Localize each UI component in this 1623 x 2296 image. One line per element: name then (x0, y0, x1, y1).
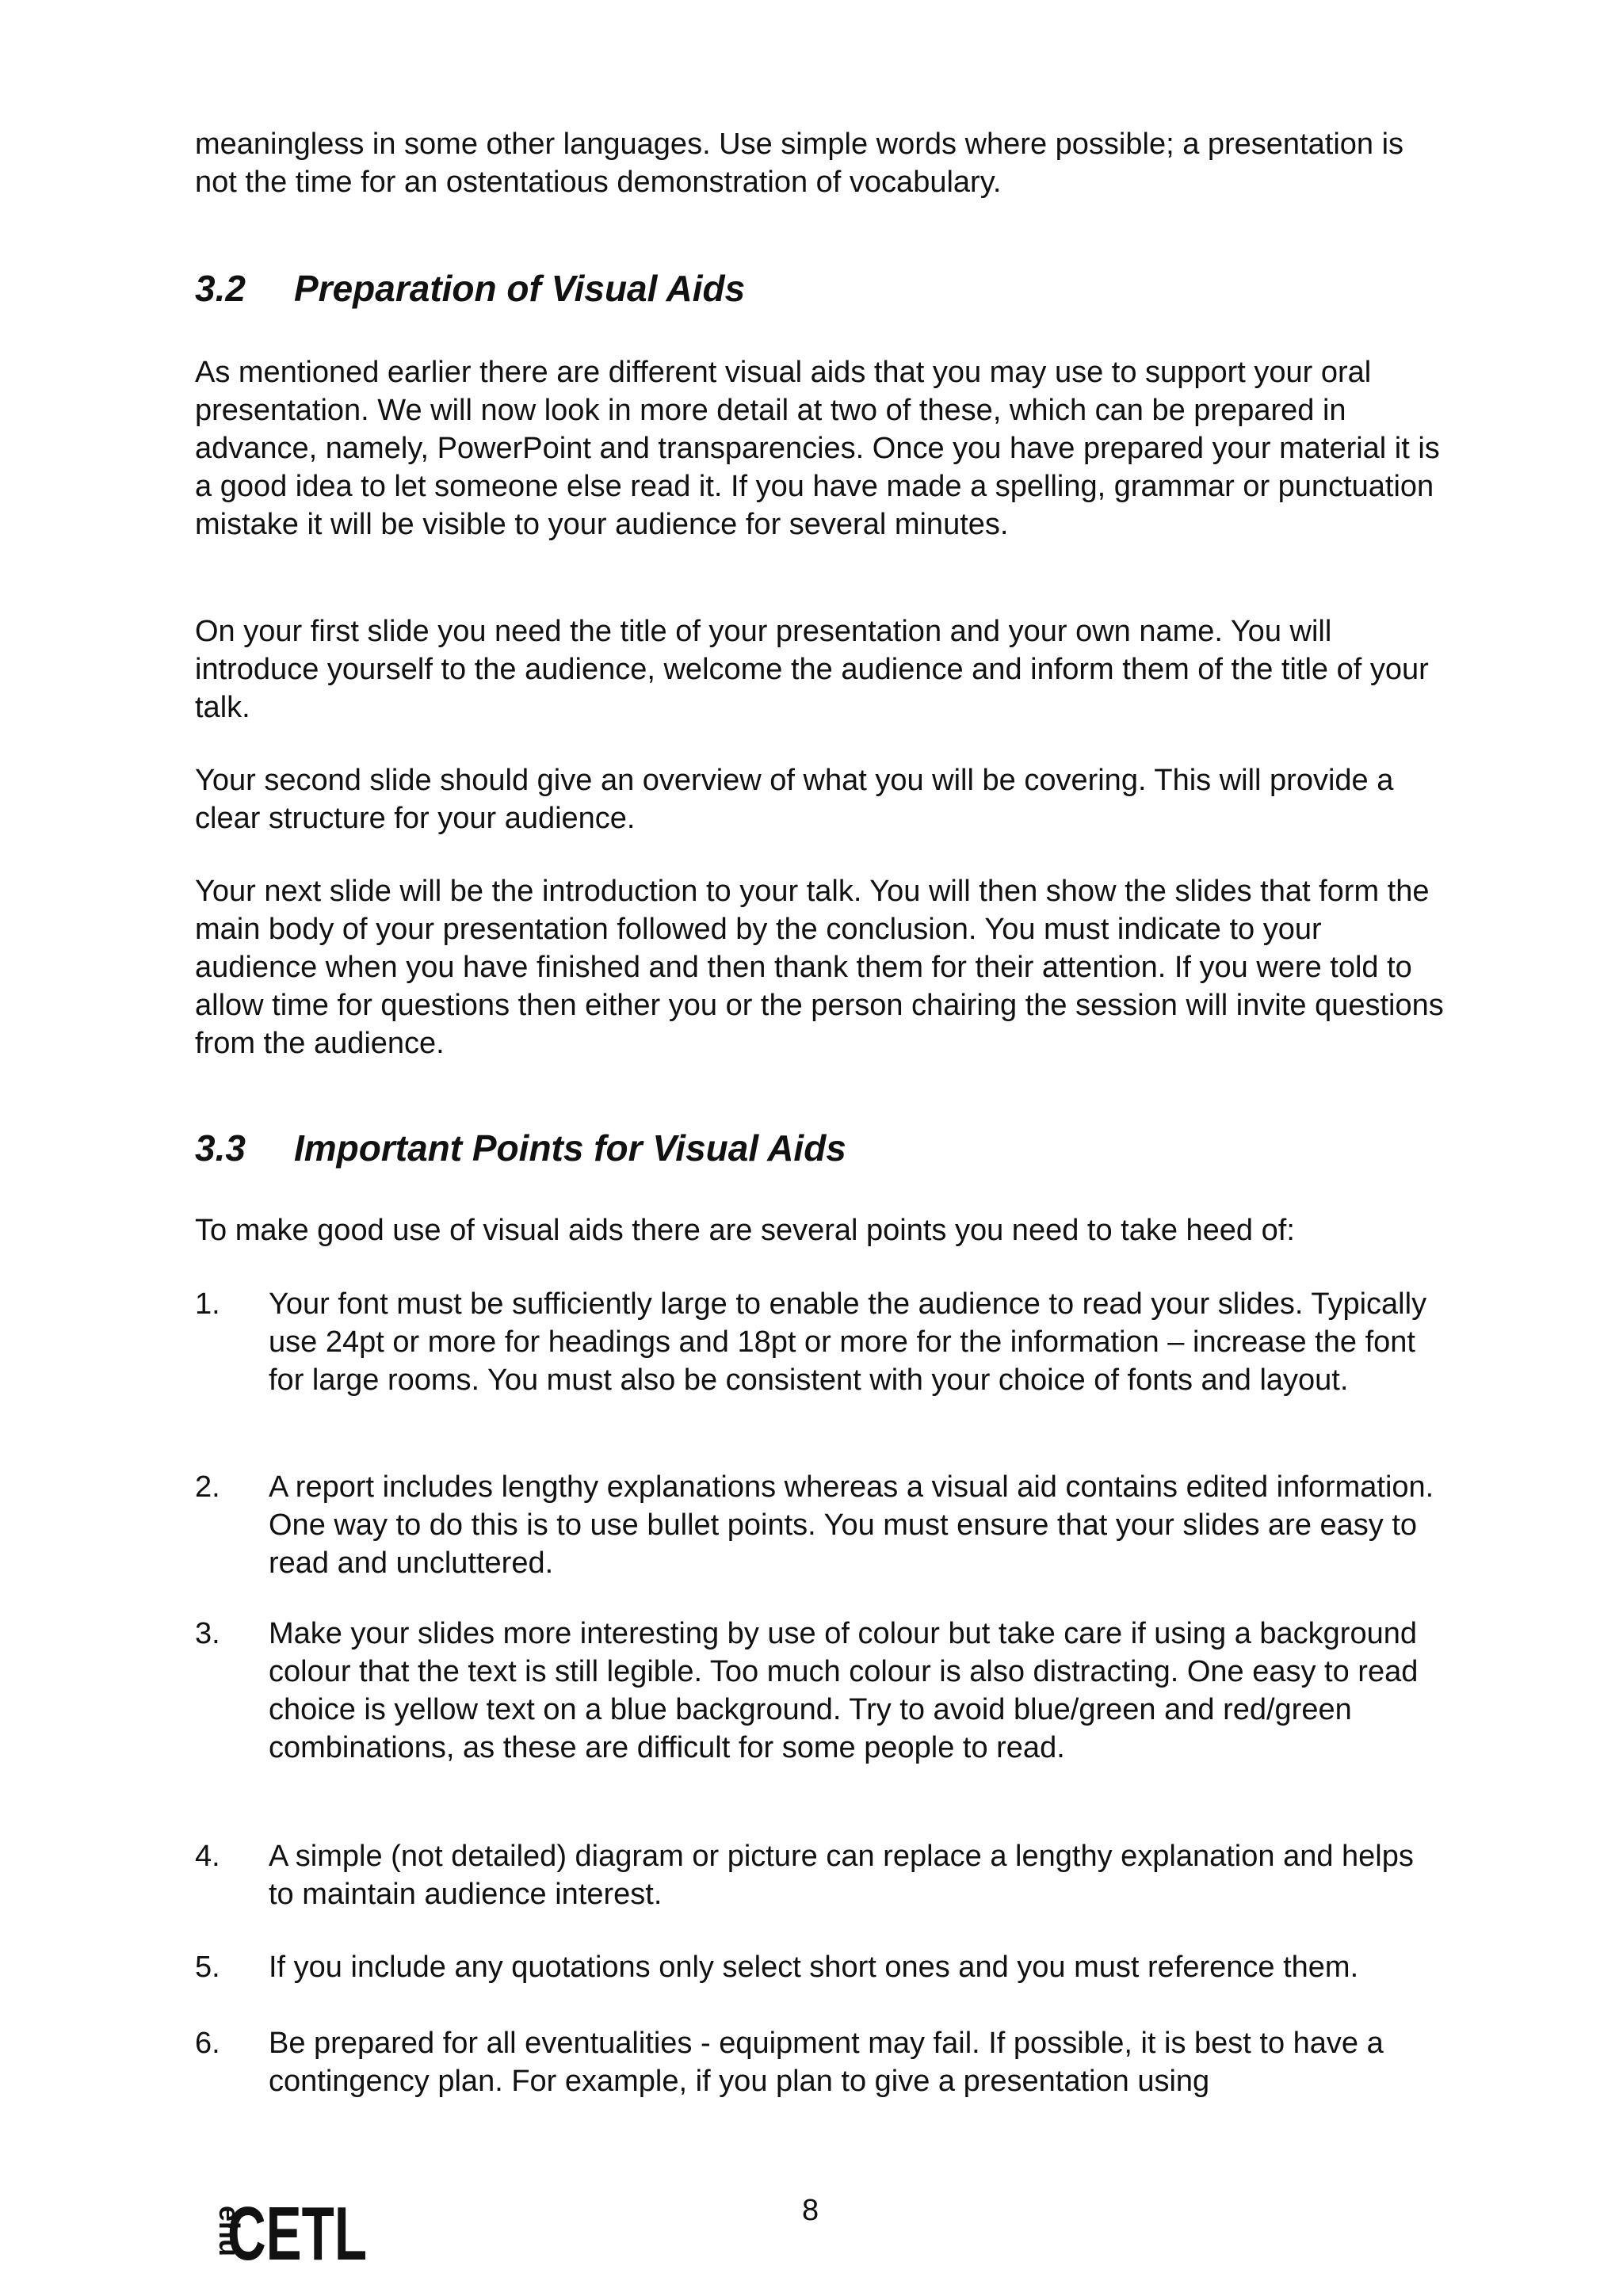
paragraph-continuation: meaningless in some other languages. Use simple words where possible; a presentation is not the time for an ostentatious demonstration of vocabulary. (195, 128, 1404, 199)
list-item-number: 3. (195, 1617, 220, 1650)
paragraph-first-slide: On your first slide you need the title of your presentation and your own name. You will introduce yourself to the audience, welcome the audience and inform them of the title of your talk. (195, 615, 1429, 724)
list-item (195, 2024, 1447, 2100)
list-item-number: 2. (195, 1470, 220, 1504)
paragraph-second-slide: Your second slide should give an overview of what you will be covering. This will provide a clear structure for your audience. (195, 764, 1394, 835)
list-item (195, 1468, 1447, 1582)
page-number: 8 (802, 2194, 819, 2227)
list-item (195, 1948, 1447, 1986)
list-item (195, 1615, 1447, 1767)
cetl-logo (193, 2195, 369, 2264)
section-number: 3.3 (195, 1127, 246, 1169)
list-item-text: A simple (not detailed) diagram or picture can replace a lengthy explanation and helps to maintain audience interest. (269, 1840, 1414, 1911)
section-number: 3.2 (195, 268, 246, 309)
list-item (195, 1837, 1447, 1913)
list-item-text: If you include any quotations only select short ones and you must reference them. (269, 1951, 1359, 1984)
logo-side-text: ehu (213, 2206, 246, 2257)
paragraph-next-slide: Your next slide will be the introduction to your talk. You will then show the slides that form the main body of your presentation followed by the conclusion. You must indicate to your audience when you have finished and then thank them for their attention. If you were told to allow time for questions then either you or the person chairing the session will invite questions from the audience. (195, 875, 1444, 1060)
section-title: Important Points for Visual Aids (294, 1127, 846, 1169)
list-item (195, 1285, 1447, 1399)
list-item-text: A report includes lengthy explanations whereas a visual aid contains edited information. One way to do this is to use bullet points. You must ensure that your slides are easy to read and uncluttered. (269, 1470, 1434, 1580)
list-item-number: 5. (195, 1951, 220, 1984)
section-heading-3-3 (195, 1126, 846, 1170)
list-item-number: 1. (195, 1287, 220, 1321)
list-item-number: 6. (195, 2027, 220, 2060)
section-heading-3-2 (195, 266, 745, 311)
list-item-text: Your font must be sufficiently large to enable the audience to read your slides. Typically use 24pt or more for headings and 18pt or more for the information – increase the font for large rooms. You must also be consistent with your choice of fonts and layout. (269, 1287, 1427, 1397)
section-title: Preparation of Visual Aids (294, 268, 746, 309)
paragraph-visual-aids-intro: As mentioned earlier there are different visual aids that you may use to support your oral presentation. We will now look in more detail at two of these, which can be prepared in advance, namely, PowerPoint and transparencies. Once you have prepared your material it is a good idea to let someone else read it. If you have made a spelling, grammar or punctuation mistake it will be visible to your audience for several minutes. (195, 356, 1440, 541)
paragraph-points-intro: To make good use of visual aids there are several points you need to take heed of: (195, 1214, 1295, 1247)
list-item-text: Make your slides more interesting by use of colour but take care if using a background colour that the text is still legible. Too much colour is also distracting. One easy to read choice is yellow text on a blue background. Try to avoid blue/green and red/green combinations, as these are difficult for some people to read. (269, 1617, 1419, 1764)
list-item-text: Be prepared for all eventualities - equipment may fail. If possible, it is best to have a contingency plan. For example, if you plan to give a presentation using (269, 2027, 1384, 2098)
logo-main-text: CETL (227, 2195, 367, 2264)
list-item-number: 4. (195, 1840, 220, 1873)
